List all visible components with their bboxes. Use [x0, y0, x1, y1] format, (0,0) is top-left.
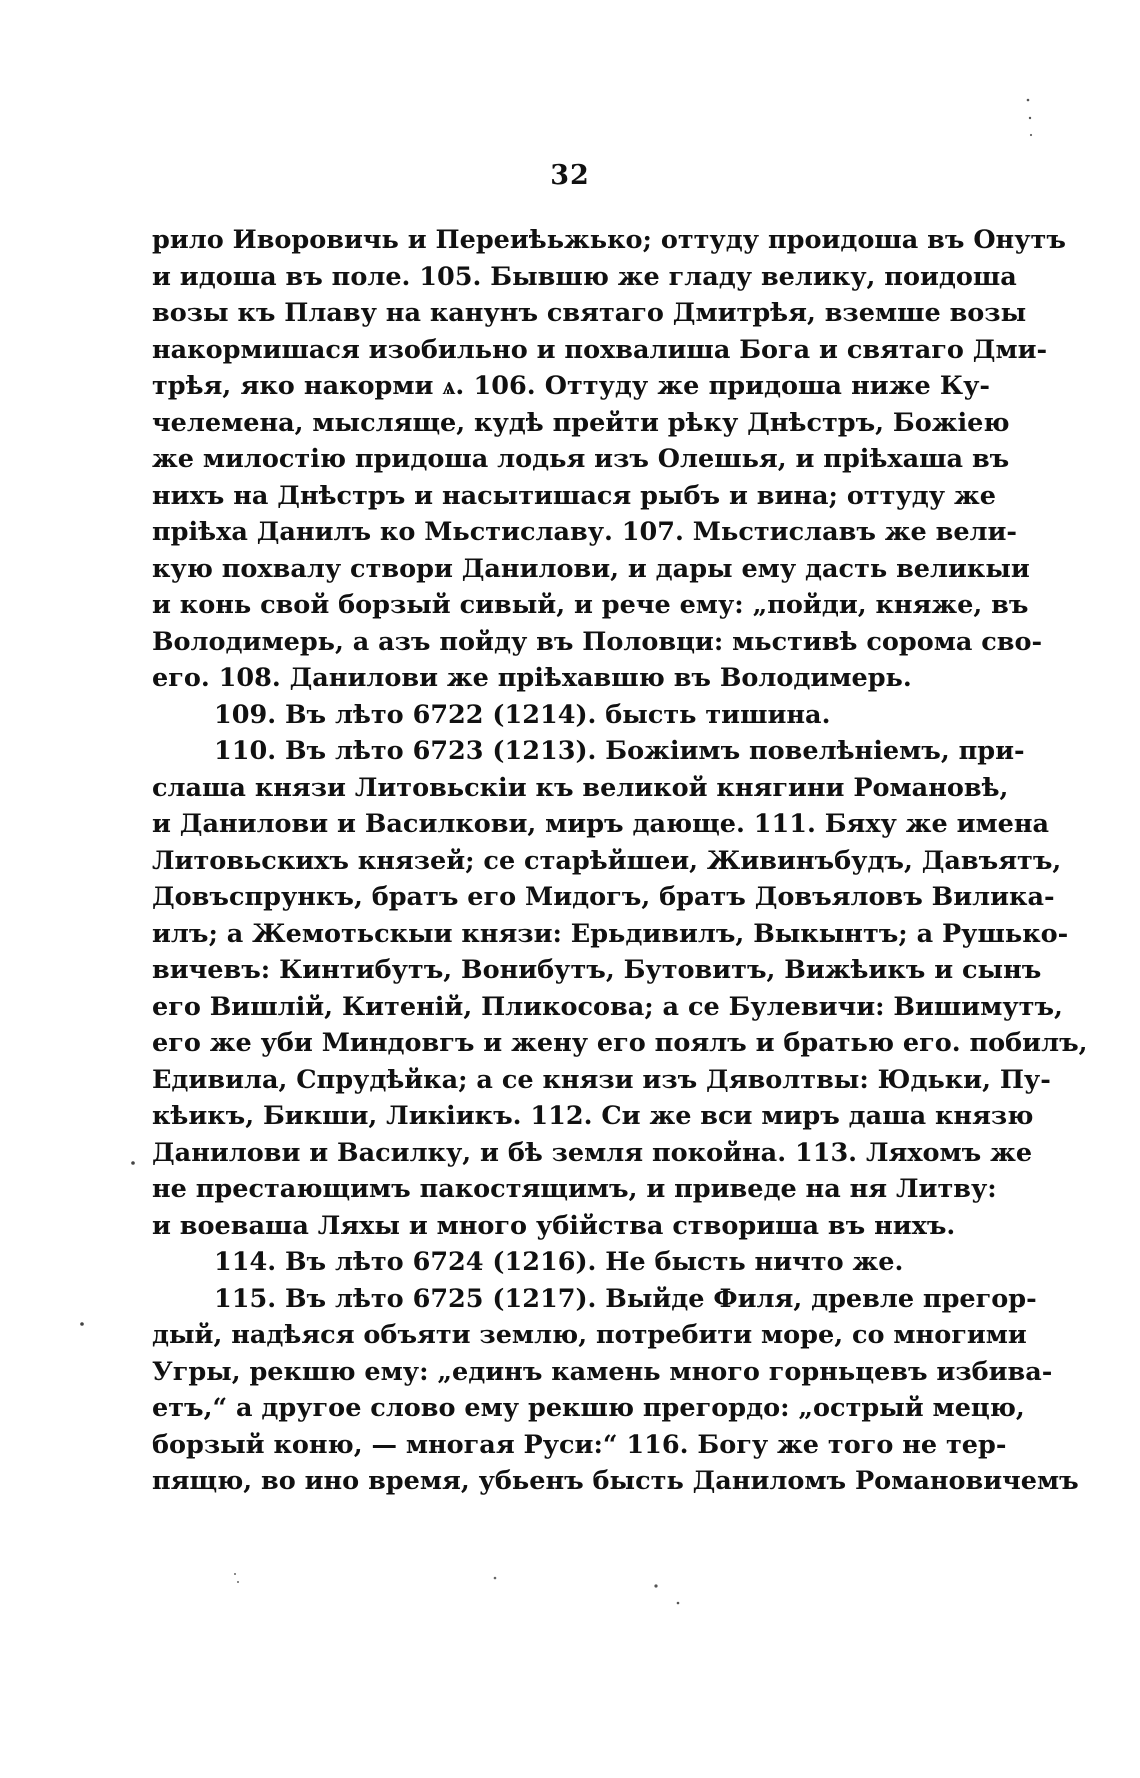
text-line: илъ; а Жемотьскыи князи: Ерьдивилъ, Выкынтъ; а Рушько- — [152, 918, 1069, 949]
text-line: не престающимъ пакостящимъ, и приведе на ня Литву: — [152, 1174, 997, 1204]
text-line: борзый коню, — многая Руси:“ 116. Богу же того не тер- — [152, 1429, 1007, 1460]
text-line: его же уби Миндовгъ и жену его поялъ и братью его. побилъ, — [152, 1028, 1088, 1058]
text-line: 109. Въ лѣто 6722 (1214). бысть тишина. — [214, 699, 831, 730]
text-line: нихъ на Днѣстръ и насытишася рыбъ и вина; оттуду же — [152, 480, 996, 511]
text-line: рило Иворовичь и Переиѣьжько; оттуду проидоша въ Онутъ — [152, 225, 1066, 255]
text-line: етъ,“ а другое слово ему рекшю прегордо: „острый мецю, — [152, 1393, 1025, 1423]
text-line: кѣикъ, Бикши, Ликіикъ. 112. Си же вси миръ даша князю — [152, 1101, 1034, 1131]
text-line: же милостію придоша лодья изъ Олешья, и пріѣхаша въ — [152, 444, 1010, 474]
body-text — [152, 222, 1088, 1500]
text-line: Едивила, Спрудѣйка; а се князи изъ Дяволтвы: Юдьки, Пу- — [152, 1064, 1051, 1095]
text-line: вичевъ: Кинтибутъ, Вонибутъ, Бутовитъ, Вижѣикъ и сынъ — [152, 955, 1042, 985]
text-line: накормишася изобильно и похвалиша Бога и святаго Дми- — [152, 334, 1048, 365]
text-line: слаша князи Литовьскіи къ великой княгини Романовѣ, — [152, 772, 1009, 803]
text-line: и воеваша Ляхы и много убійства створиша въ нихъ. — [152, 1210, 956, 1241]
text-line: кую похвалу створи Данилови, и дары ему дасть великыи — [152, 553, 1030, 584]
text-line: пящю, во ино время, убьенъ бысть Даниломъ Романовичемъ — [152, 1466, 1079, 1496]
text-line: и конь свой борзый сивый, и рече ему: „пойди, княже, въ — [152, 590, 1029, 620]
text-line: Данилови и Василку, и бѣ земля покойна. 113. Ляхомъ же — [152, 1137, 1033, 1168]
text-line: и Данилови и Василкови, миръ дающе. 111. Бяху же имена — [152, 809, 1050, 839]
text-line: челемена, мысляще, кудѣ прейти рѣку Днѣстръ, Божіею — [152, 407, 1010, 438]
text-line: 110. Въ лѣто 6723 (1213). Божіимъ повелѣніемъ, при- — [214, 736, 1025, 766]
text-line: Литовьскихъ князей; се старѣйшеи, Живинъбудъ, Давъятъ, — [152, 845, 1062, 876]
text-line: его. 108. Данилови же пріѣхавшю въ Володимерь. — [152, 663, 912, 693]
text-line: Володимерь, а азъ пойду въ Половци: мьстивѣ сорома сво- — [152, 626, 1043, 657]
text-line: пріѣха Данилъ ко Мьстиславу. 107. Мьстиславъ же вели- — [152, 517, 1018, 547]
text-line: его Вишлій, Китеній, Пликосова; а се Булевичи: Вишимутъ, — [152, 991, 1063, 1022]
text-line: Угры, рекшю ему: „единъ камень много горньцевъ избива- — [152, 1356, 1053, 1387]
text-line: Довъспрункъ, братъ его Мидогъ, братъ Довъяловъ Вилика- — [152, 882, 1055, 912]
text-line: трѣя, яко накорми ѧ. 106. Оттуду же придоша ниже Ку- — [152, 371, 990, 401]
text-line: 114. Въ лѣто 6724 (1216). Не бысть ничто же. — [214, 1247, 904, 1277]
text-line: возы къ Плаву на канунъ святаго Дмитрѣя, вземше возы — [152, 298, 1027, 328]
text-line: и идоша въ поле. 105. Бывшю же гладу велику, поидоша — [152, 261, 1017, 292]
text-line: дый, надѣяся объяти землю, потребити море, со многими — [152, 1320, 1027, 1350]
page-number: 32 — [550, 160, 590, 191]
text-line: 115. Въ лѣто 6725 (1217). Выйде Филя, древле прегор- — [214, 1283, 1037, 1314]
